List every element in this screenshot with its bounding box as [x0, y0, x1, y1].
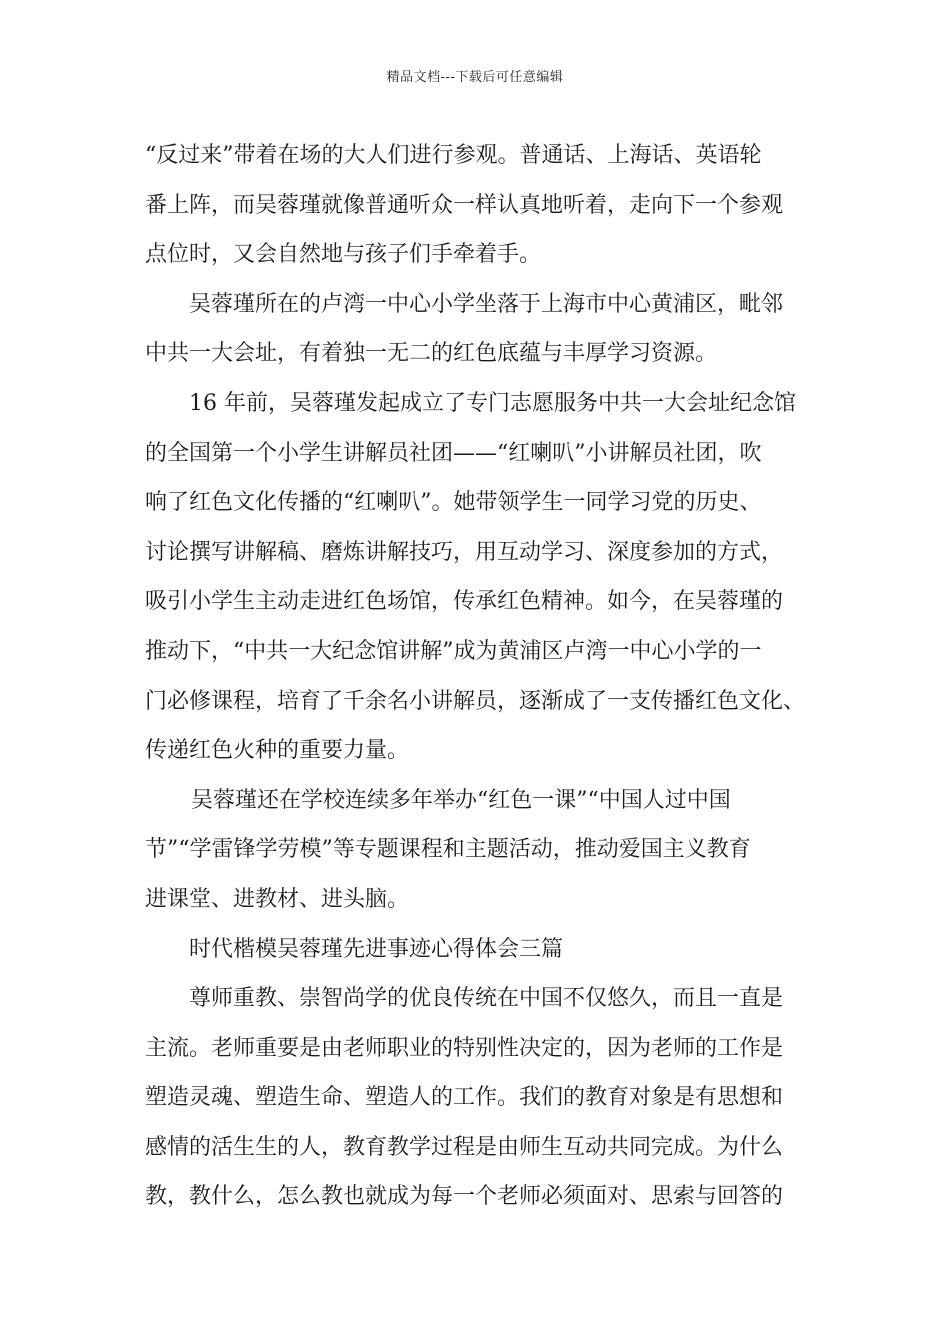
paragraph-start-line: 吴蓉瑾还在学校连续多年举办“红色一课”“中国人过中国: [191, 787, 731, 813]
text-line: 节”“学雷锋学劳模”等专题课程和主题活动，推动爱国主义教育: [145, 837, 751, 863]
document-body: [145, 131, 835, 1222]
text-line: 吸引小学生主动走进红色场馆，传承红色精神。如今，在吴蓉瑾的: [145, 589, 784, 615]
section-title: 时代楷模吴蓉瑾先进事迹心得体会三篇: [189, 936, 564, 962]
text-line: 推动下，“中共一大纪念馆讲解”成为黄浦区卢湾一中心小学的一: [145, 638, 762, 664]
text-line: “反过来”带着在场的大人们进行参观。普通话、上海话、英语轮: [145, 143, 762, 168]
text-line: 教，教什么，怎么教也就成为每一个老师必须面对、思索与回答的: [145, 1184, 784, 1210]
paragraph-start-line: 吴蓉瑾所在的卢湾一中心小学坐落于上海市中心黄浦区，毗邻: [189, 291, 784, 317]
text-line: 番上阵，而吴蓉瑾就像普通听众一样认真地听着，走向下一个参观: [145, 192, 784, 218]
text-line: 门必修课程，培育了千余名小讲解员，逐渐成了一支传播红色文化、: [145, 688, 806, 714]
paragraph-start-line: 尊师重教、崇智尚学的优良传统在中国不仅悠久，而且一直是: [189, 986, 784, 1012]
text-line: 中共一大会址，有着独一无二的红色底蕴与丰厚学习资源。: [145, 341, 718, 367]
text-line: 响了红色文化传播的“红喇叭”。她带领学生一同学习党的历史、: [145, 490, 762, 516]
text-line: 感情的活生生的人，教育教学过程是由师生互动共同完成。为什么: [145, 1134, 784, 1160]
text-line: 点位时，又会自然地与孩子们手牵着手。: [145, 242, 542, 268]
page-header: 精品文档---下载后可任意编辑: [386, 70, 564, 85]
text-line: 主流。老师重要是由老师职业的特别性决定的，因为老师的工作是: [145, 1035, 784, 1061]
text-line: 进课堂、进教材、进头脑。: [145, 886, 410, 912]
text-line: 传递红色火种的重要力量。: [145, 738, 410, 764]
text-line: 塑造灵魂、塑造生命、塑造人的工作。我们的教育对象是有思想和: [145, 1085, 784, 1111]
paragraph-start-line: 16 年前，吴蓉瑾发起成立了专门志愿服务中共一大会址纪念馆: [189, 390, 796, 416]
text-line: 讨论撰写讲解稿、磨炼讲解技巧，用互动学习、深度参加的方式，: [145, 539, 784, 565]
text-line: 的全国第一个小学生讲解员社团——“红喇叭”小讲解员社团，吹: [145, 440, 762, 466]
